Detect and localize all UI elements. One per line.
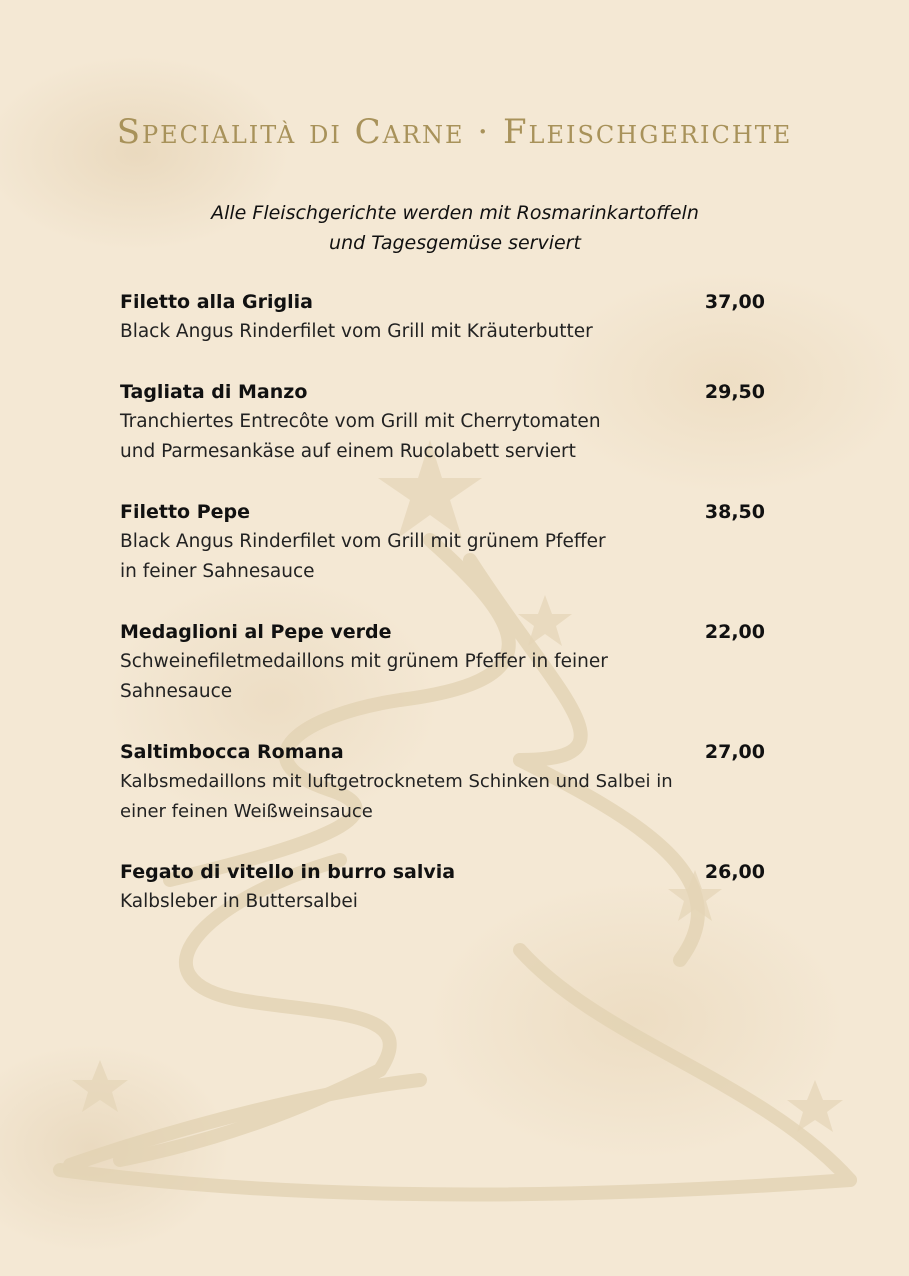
menu-item [120,617,765,707]
dish-description [120,317,765,347]
description-line: Tranchiertes Entrecôte vom Grill mit Cherrytomaten [120,411,601,432]
dish-description [120,647,765,707]
menu-item [120,377,765,467]
description-line: einer feinen Weißweinsauce [120,801,373,822]
dish-name: Medaglioni al Pepe verde [120,621,392,643]
dish-price: 37,00 [704,291,765,313]
dish-description [120,407,765,467]
dish-price: 29,50 [704,381,765,403]
dish-name: Filetto alla Griglia [120,291,313,313]
dish-price: 26,00 [704,861,765,883]
description-line: Kalbsmedaillons mit luftgetrocknetem Schinken und Salbei in [120,771,673,792]
menu-item [120,737,765,827]
description-line: und Parmesankäse auf einem Rucolabett serviert [120,441,576,462]
dish-description [120,887,765,917]
dish-description [120,527,765,587]
subtitle-line: und Tagesgemüse serviert [329,232,581,254]
dish-name: Filetto Pepe [120,501,251,523]
subtitle [110,198,800,258]
dish-name: Tagliata di Manzo [120,381,308,403]
dish-description [120,767,765,827]
menu-item [120,857,765,917]
dish-price: 22,00 [704,621,765,643]
menu-item [120,497,765,587]
dish-name: Saltimbocca Romana [120,741,344,763]
dish-price: 27,00 [704,741,765,763]
page-title: Specialità di Carne · Fleischgerichte [116,112,793,152]
description-line: Black Angus Rinderfilet vom Grill mit grünem Pfeffer [120,531,606,552]
description-line: in feiner Sahnesauce [120,561,315,582]
description-line: Schweinefiletmedaillons mit grünem Pfeffer in feiner [120,651,608,672]
description-line: Sahnesauce [120,681,233,702]
description-line: Kalbsleber in Buttersalbei [120,891,358,912]
dish-name: Fegato di vitello in burro salvia [120,861,456,883]
dish-price: 38,50 [704,501,765,523]
subtitle-line: Alle Fleischgerichte werden mit Rosmarinkartoffeln [211,202,699,224]
menu-item [120,287,765,347]
description-line: Black Angus Rinderfilet vom Grill mit Kräuterbutter [120,321,593,342]
